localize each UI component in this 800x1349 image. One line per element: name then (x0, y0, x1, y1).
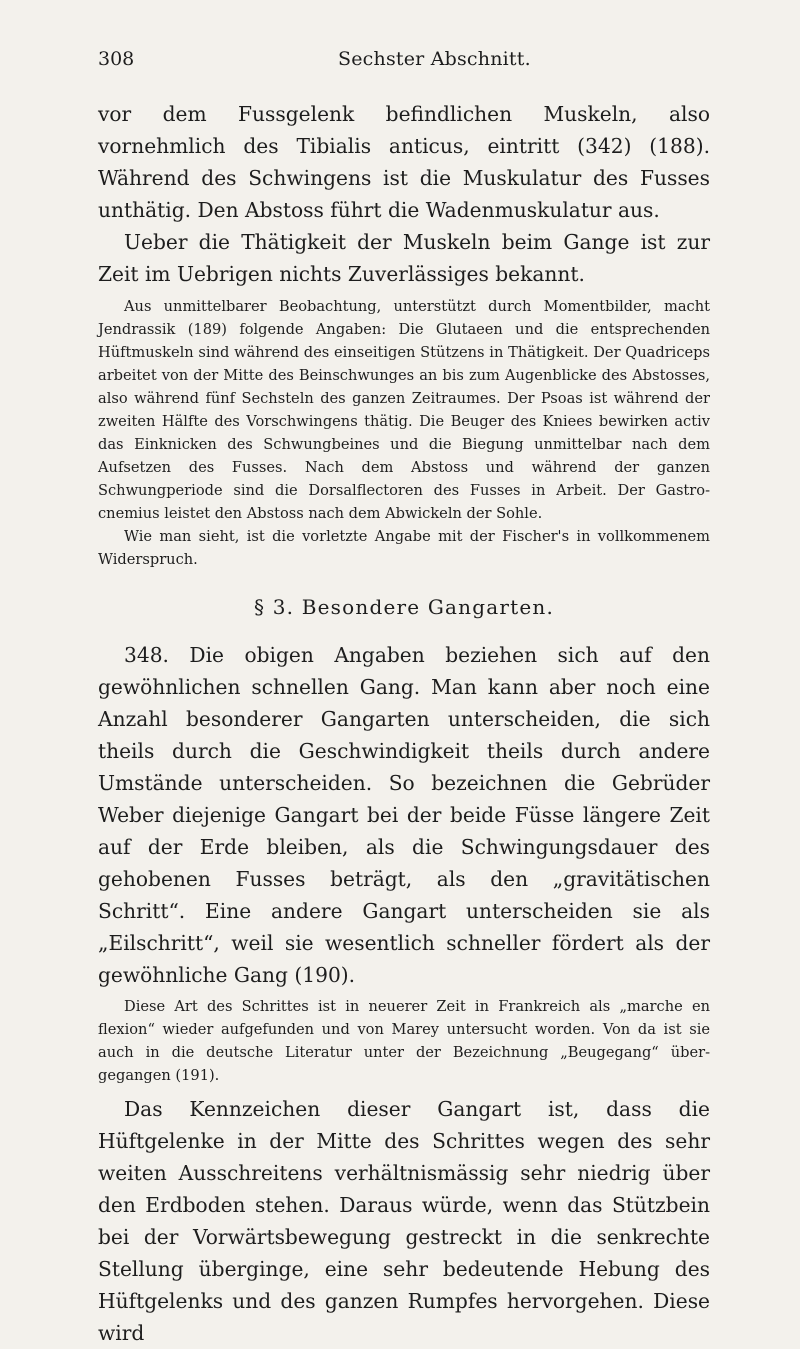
running-title: Sechster Abschnitt. (338, 48, 531, 70)
small-print-block-jendrassik (98, 295, 710, 571)
page-body (98, 98, 710, 1349)
running-head (98, 48, 708, 78)
section-heading: § 3. Besondere Gangarten. (253, 595, 555, 619)
small-paragraph-marche-en-flexion: Diese Art des Schrittes ist in neuerer Zeit in Frankreich als „marche en flexion“ wieder aufgefunden und von Marey untersucht worden. Von da ist sie auch in die deutsche Literatur unter der Bezeichnung „Beugegang“ übergegangen (191). (98, 998, 710, 1084)
paragraph-muscle-activity-unknown: Ueber die Thätigkeit der Muskeln beim Gange ist zur Zeit im Uebrigen nichts Zuverlässiges bekannt. (98, 230, 710, 286)
paragraph-348-gait-types: 348. Die obigen Angaben beziehen sich auf den gewöhnlichen schnellen Gang. Man kann aber noch eine Anzahl besonderer Gangarten unterscheiden, die sich theils durch die Geschwindigkeit theils durch andere Umstände unterscheiden. So bezeichnen die Gebrüder Weber diejenige Gangart bei der beide Füsse längere Zeit auf der Erde bleiben, als die Schwingungsdauer des gehobenen Fusses beträgt, als den „gravitätischen Schritt“. Eine andere Gangart unterscheiden sie als „Eilschritt“, weil sie wesentlich schneller fördert als der gewöhnliche Gang (190). (98, 643, 710, 987)
small-paragraph-contradiction: Wie man sieht, ist die vorletzte Angabe mit der Fischer's in vollkommenem Widerspruch. (98, 528, 710, 568)
small-print-block-marey (98, 995, 710, 1087)
paragraph-hip-joint-characteristic: Das Kennzeichen dieser Gangart ist, dass die Hüftgelenke in der Mitte des Schrittes wegen des sehr weiten Ausschreitens verhältnismässig sehr niedrig über den Erdboden stehen. Daraus würde, wenn das Stützbein bei der Vorwärtsbewegung gestreckt in die senkrechte Stellung überginge, eine sehr bedeutende Hebung des Hüftgelenks und des ganzen Rumpfes hervorgehen. Diese wird (98, 1097, 710, 1345)
small-paragraph-jendrassik: Aus unmittelbarer Beobachtung, unterstützt durch Momentbilder, macht Jendrassik (189) folgende Angaben: Die Glutaeen und die entsprechenden Hüftmuskeln sind während des einseitigen Stützens in Thätigkeit. Der Quadriceps arbeitet von der Mitte des Beinschwunges an bis zum Augenblicke des Abstosses, also während fünf Sechsteln des ganzen Zeitraumes. Der Psoas ist während der zweiten Hälfte des Vorschwingens thätig. Die Beuger des Kniees bewirken activ das Einknicken des Schwungbeines und die Biegung unmittelbar nach dem Aufsetzen des Fusses. Nach dem Abstoss und während der ganzen Schwungperiode sind die Dorsalflectoren des Fusses in Arbeit. Der Gastrocnemius leistet den Abstoss nach dem Abwickeln der Sohle. (98, 298, 710, 522)
page-number: 308 (98, 48, 135, 70)
paragraph-muscles-continuation: vor dem Fussgelenk befindlichen Muskeln, also vornehmlich des Tibialis anticus, eintritt (342) (188). Während des Schwingens ist die Muskulatur des Fusses unthätig. Den Abstoss führt die Wadenmuskulatur aus. (98, 102, 710, 222)
